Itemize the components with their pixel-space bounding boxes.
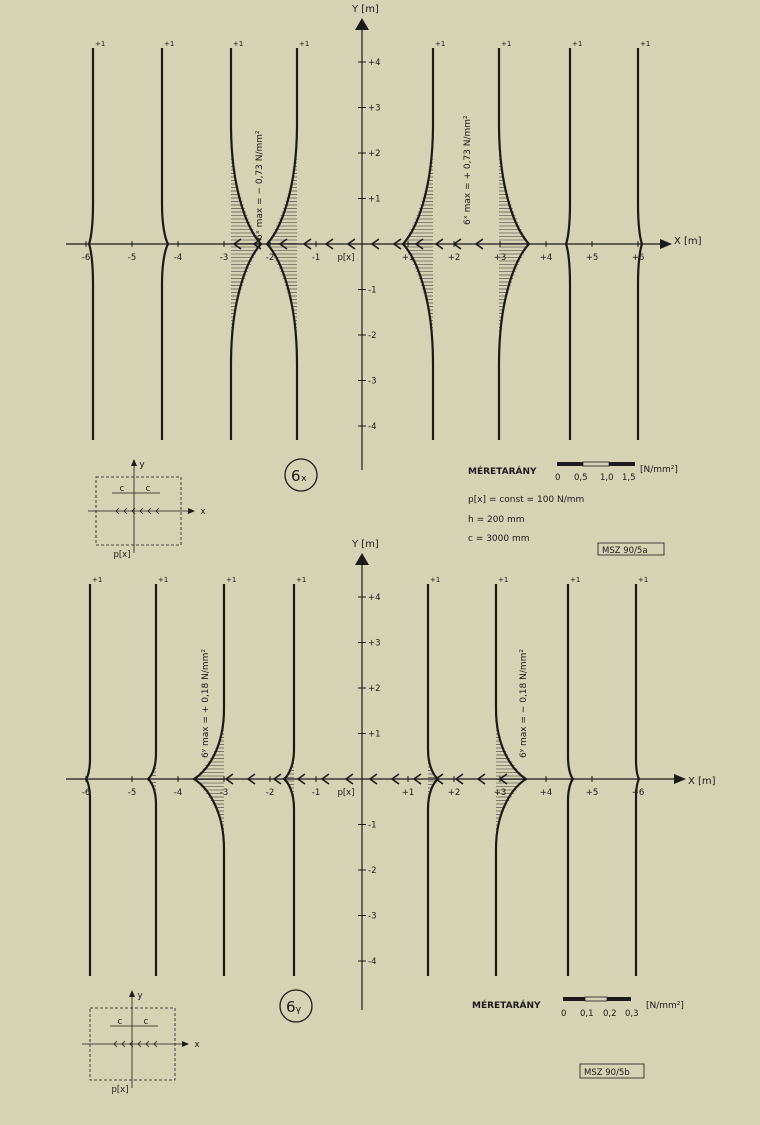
panel1-param-load: p[x] = const = 100 N/mm xyxy=(468,495,585,505)
y-tick-label: +2 xyxy=(368,149,381,159)
panel1-scale-tick-2: 1,0 xyxy=(600,473,614,483)
panel1-scale-tick-3: 1,5 xyxy=(622,473,636,483)
panel2-scale-tick-0: 0 xyxy=(561,1009,567,1019)
plate-top-label: +1 xyxy=(226,576,237,584)
y-tick-label: +3 xyxy=(368,638,381,649)
panel2-symbol-label: 6ᵧ xyxy=(286,998,302,1016)
inset-load-label: p[x] xyxy=(113,550,131,560)
plate-top-label: +1 xyxy=(299,40,310,48)
y-tick-label: +3 xyxy=(368,103,381,114)
x-tick-label: +4 xyxy=(539,253,553,263)
plate-top-label: +1 xyxy=(640,40,651,48)
panel1-stamp: MSZ 90/5a xyxy=(602,546,648,556)
panel2-scale-unit: [N/mm²] xyxy=(646,1001,684,1011)
x-tick-label: +1 xyxy=(401,788,415,798)
inset-y-label: y xyxy=(137,991,143,1001)
panel1-left-annotation: 6ˣ max = − 0,73 N/mm² xyxy=(255,130,265,240)
panel2-x-axis-label: X [m] xyxy=(688,776,716,787)
x-tick-label: -5 xyxy=(127,788,137,798)
y-tick-label: -1 xyxy=(368,820,377,831)
panel2-y-axis-label: Y [m] xyxy=(352,539,379,550)
x-tick-label: -1 xyxy=(311,788,321,798)
y-tick-label: +4 xyxy=(368,58,381,68)
y-tick-label: +2 xyxy=(368,684,381,694)
plate-top-label: +1 xyxy=(498,576,509,584)
x-tick-label: -2 xyxy=(265,788,275,798)
x-tick-label: +5 xyxy=(585,788,599,798)
x-tick-label: +3 xyxy=(493,253,507,263)
x-tick-label: -4 xyxy=(173,253,183,263)
plate-top-label: +1 xyxy=(92,576,103,584)
x-tick-label: +6 xyxy=(631,253,645,263)
x-tick-label: p[x] xyxy=(337,253,355,263)
plate-top-label: +1 xyxy=(572,40,583,48)
panel1-param-c: c = 3000 mm xyxy=(468,534,530,544)
plate-top-label: +1 xyxy=(430,576,441,584)
inset-y-label: y xyxy=(139,460,145,470)
panel1-scale-tick-1: 0,5 xyxy=(574,473,588,483)
x-tick-label: -6 xyxy=(81,788,91,798)
panel2-right-annotation: 6ʸ max = − 0,18 N/mm² xyxy=(519,648,529,758)
panel1-scale-tick-0: 0 xyxy=(555,473,561,483)
y-tick-label: -2 xyxy=(368,866,377,876)
plate-top-label: +1 xyxy=(435,40,446,48)
y-tick-label: -4 xyxy=(368,422,377,432)
panel1-scale-bar xyxy=(557,462,635,466)
x-tick-label: -6 xyxy=(81,253,91,263)
panel2-scale-tick-2: 0,2 xyxy=(603,1009,617,1019)
x-tick-label: -2 xyxy=(265,253,275,263)
inset-c-right: c xyxy=(145,484,151,494)
inset-x-label: x xyxy=(194,1040,200,1050)
x-tick-label: -4 xyxy=(173,788,183,798)
y-tick-label: -3 xyxy=(368,911,377,922)
plate-top-label: +1 xyxy=(158,576,169,584)
y-tick-label: -2 xyxy=(368,331,377,341)
x-tick-label: p[x] xyxy=(337,788,355,798)
panel1-symbol-label: 6ₓ xyxy=(291,467,308,485)
panel1-y-axis-label: Y [m] xyxy=(352,4,379,15)
x-tick-label: -3 xyxy=(219,788,229,798)
plate-top-label: +1 xyxy=(501,40,512,48)
panel1-scale-unit: [N/mm²] xyxy=(640,465,678,475)
panel2-scale-tick-3: 0,3 xyxy=(625,1009,639,1019)
inset-c-right: c xyxy=(143,1017,149,1027)
plate-top-label: +1 xyxy=(638,576,649,584)
x-tick-label: -1 xyxy=(311,253,321,263)
y-tick-label: -3 xyxy=(368,376,377,387)
y-tick-label: +1 xyxy=(368,729,381,740)
y-tick-label: -1 xyxy=(368,285,377,296)
y-tick-label: +4 xyxy=(368,593,381,603)
inset-c-left: c xyxy=(119,484,125,494)
y-tick-label: +1 xyxy=(368,194,381,205)
inset-c-left: c xyxy=(117,1017,123,1027)
x-tick-label: +6 xyxy=(631,788,645,798)
inset-x-label: x xyxy=(200,507,206,517)
x-tick-label: +2 xyxy=(447,253,461,263)
panel2-scale-bar xyxy=(563,997,631,1001)
x-tick-label: -5 xyxy=(127,253,137,263)
panel2-scale-label: MÉRETARÁNY xyxy=(472,1001,541,1011)
x-tick-label: +4 xyxy=(539,788,553,798)
x-tick-label: +3 xyxy=(493,788,507,798)
plate-top-label: +1 xyxy=(95,40,106,48)
panel2-scale-tick-1: 0,1 xyxy=(580,1009,594,1019)
panel1-x-axis-label: X [m] xyxy=(674,236,702,247)
plate-top-label: +1 xyxy=(164,40,175,48)
x-tick-label: -3 xyxy=(219,253,229,263)
x-tick-label: +2 xyxy=(447,788,461,798)
plate-top-label: +1 xyxy=(570,576,581,584)
panel2-left-annotation: 6ʸ max = + 0,18 N/mm² xyxy=(201,648,211,758)
x-tick-label: +5 xyxy=(585,253,599,263)
plate-top-label: +1 xyxy=(296,576,307,584)
panel1-scale-label: MÉRETARÁNY xyxy=(468,467,537,477)
panel1-right-annotation: 6ˣ max = + 0,73 N/mm² xyxy=(463,115,473,225)
inset-load-label: p[x] xyxy=(111,1085,129,1095)
panel2-stamp: MSZ 90/5b xyxy=(584,1068,630,1078)
x-tick-label: +1 xyxy=(401,253,415,263)
y-tick-label: -4 xyxy=(368,957,377,967)
plate-top-label: +1 xyxy=(233,40,244,48)
panel1-param-h: h = 200 mm xyxy=(468,515,525,525)
